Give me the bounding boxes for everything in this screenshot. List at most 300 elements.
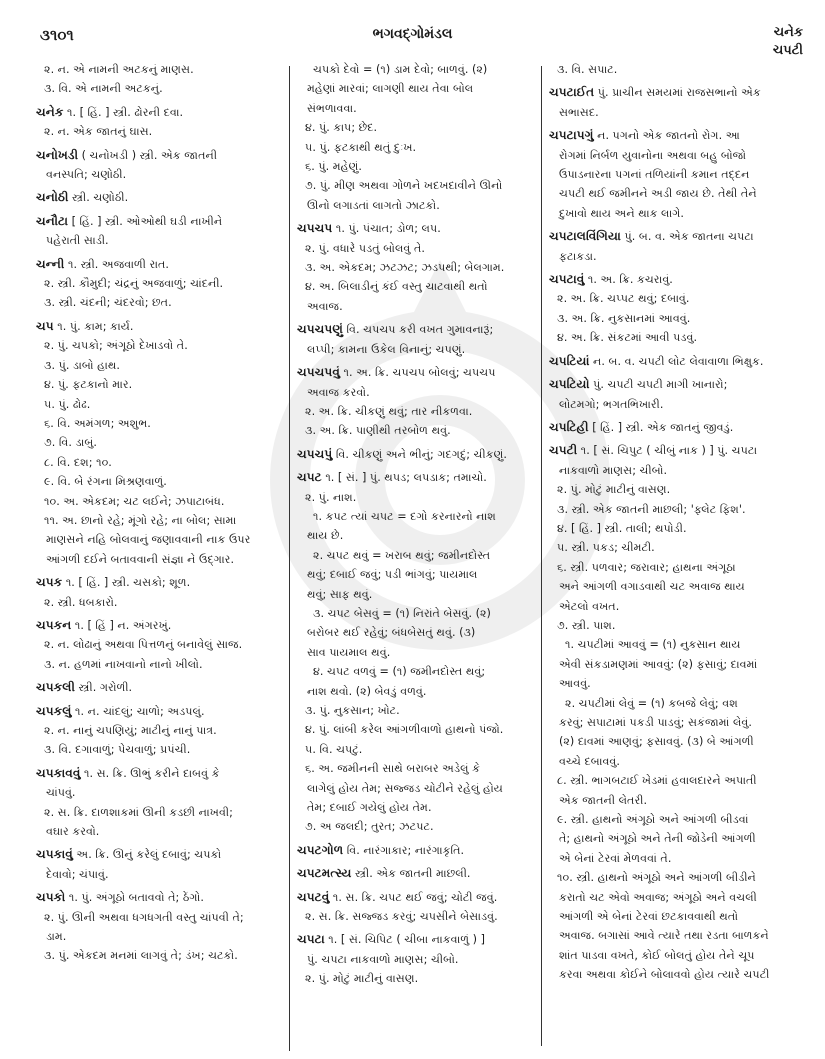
definition-text: ૧. સ્ત્રી. અજવાળી રાત. bbox=[64, 257, 169, 271]
definition-text: ૪. પું. ફટકાનો માર. bbox=[44, 378, 133, 392]
definition-text: ૩. વિ. એ નામની અટકનું. bbox=[44, 82, 163, 96]
continuation-line bbox=[36, 231, 286, 250]
definition-text: ૩. ન. હળમાં નાખવાનો નાનો ખીલો. bbox=[44, 657, 203, 671]
continuation-line bbox=[549, 395, 811, 414]
definition-text: બરોબર થઈ રહેવું; બંધબેસતું થવું. (૩) bbox=[307, 626, 476, 640]
definition-text: ૭. વિ. ડાબું. bbox=[44, 436, 97, 450]
continuation-line bbox=[549, 888, 811, 907]
headword: ચપચપણું bbox=[297, 322, 343, 337]
idiom-line bbox=[549, 635, 811, 654]
sense-line bbox=[549, 500, 811, 519]
definition-text: ૨. ચપટ થવું = ખરાબ થવું; જમીનદોસ્ત bbox=[313, 548, 491, 562]
definition-text: (૨) દાવમાં આણવું; ફસાવવું. (૩) બે આંગળી bbox=[559, 735, 754, 749]
definition-text: કરાતો ચટ એવો અવાજ; અંગૂઠો અને વચલી bbox=[559, 890, 757, 904]
sense-line bbox=[36, 740, 286, 759]
definition-text: ૧. [ હિં. ] સ્ત્રી. ચસકો; શૂળ. bbox=[62, 576, 191, 590]
definition-text: અને આંગળી વગાડવાથી ચટ અવાજ થાય bbox=[559, 580, 745, 594]
sense-line bbox=[549, 868, 811, 887]
sense-line bbox=[549, 810, 811, 829]
sense-line bbox=[36, 395, 286, 414]
idiom-line bbox=[297, 507, 537, 526]
definition-text: વનસ્પતિ; ચણોઠી. bbox=[46, 168, 127, 182]
definition-text: ૩. પું. ડાબો હાથ. bbox=[44, 358, 120, 372]
continuation-line bbox=[297, 99, 537, 118]
book-title: ભગવદ્ગોમંડલ bbox=[372, 26, 453, 42]
definition-text: ૬. સ્ત્રી. પળવાર; જરાવાર; હાથના અંગૂઠા bbox=[557, 560, 736, 574]
definition-text: ૩. પું. નુકસાન; ખોટ. bbox=[305, 704, 400, 717]
sense-line bbox=[36, 336, 286, 355]
definition-text: ૩. વિ. દગાવાળું; પેચવાળું; પ્રપંચી. bbox=[44, 743, 191, 757]
continuation-line bbox=[549, 247, 811, 266]
dictionary-entry bbox=[36, 845, 286, 864]
definition-text: ૧. [ સં. ચિપુટ ( ચીબું નાક ) ] પું. ચપટા bbox=[577, 444, 758, 458]
page-number: ૩૧૦૧ bbox=[40, 26, 74, 44]
definition-text: લપ્પી; કામના ઉકેલ વિનાનું; ચપણું. bbox=[307, 342, 466, 356]
definition-text: ફટાકડા. bbox=[559, 249, 597, 263]
sense-line bbox=[297, 157, 537, 176]
definition-text: ૨. ન. લોઢાનું અથવા પિત્તળનું બનાવેલું સાજ. bbox=[44, 638, 243, 652]
sense-line bbox=[297, 969, 537, 988]
continuation-line bbox=[549, 752, 811, 771]
definition-text: ન. પગનો એક જાતનો રોગ. આ bbox=[593, 129, 740, 143]
sense-line bbox=[549, 519, 811, 538]
continuation-line bbox=[297, 196, 537, 215]
sense-line bbox=[36, 655, 286, 674]
definition-text: ૩. અ. એકદમ; ઝટઝટ; ઝડપથી; બેલગામ. bbox=[305, 261, 505, 275]
definition-text: [ હિં. ] સ્ત્રી. ઓઓથી ઘડી નાખીને bbox=[68, 214, 223, 228]
headword: ચનૌટા bbox=[36, 213, 69, 228]
definition-text: ૧. પું. કામ; કાર્ય. bbox=[53, 319, 134, 333]
sense-line bbox=[36, 492, 286, 511]
definition-text: અવાજ. બગાસાં આવે ત્યારે તથા રડતા બાળકને bbox=[559, 929, 769, 943]
sense-line bbox=[549, 309, 811, 328]
continuation-line bbox=[36, 927, 286, 946]
definition-text: વઘાર કરવો. bbox=[46, 825, 100, 839]
definition-text: ૨. પું. મોટું માટીનું વાસણ. bbox=[305, 972, 419, 986]
definition-text: નાકવાળો માણસ; ચીબો. bbox=[559, 463, 668, 477]
definition-text: ૩. ચપટ બેસવું = (૧) નિરાંતે બેસવું. (૨) bbox=[313, 606, 491, 620]
definition-text: ૩. સ્ત્રી. ચંદની; ચંદરવો; છત. bbox=[44, 296, 172, 310]
definition-text: સાવ પાયમાલ થવું. bbox=[307, 645, 391, 659]
definition-text: ૪. [ હિં. ] સ્ત્રી. તાલી; થપોડી. bbox=[557, 521, 687, 535]
definition-text: ૩. અ. ક્રિ. પાણીથી તરબોળ થવું. bbox=[305, 424, 451, 438]
definition-text: ૨. સ્ત્રી. ધબકારો. bbox=[44, 595, 118, 609]
headword: ચપટા bbox=[297, 932, 325, 947]
guide-word-first: ચનેક bbox=[773, 25, 803, 40]
headword: ચપટી bbox=[549, 443, 578, 458]
headword: ચપચપું bbox=[297, 446, 333, 461]
sense-line bbox=[36, 721, 286, 740]
column-1 bbox=[36, 60, 286, 966]
idiom-line bbox=[297, 604, 537, 623]
page-header bbox=[0, 18, 825, 62]
definition-text: ૯. સ્ત્રી. હાથનો અંગૂઠો અને આંગળી બીડવાં bbox=[557, 813, 749, 827]
continuation-line bbox=[549, 829, 811, 848]
headword: ચપટાલવિંગિયા bbox=[549, 229, 621, 244]
continuation-line bbox=[297, 340, 537, 359]
headword: ચપચપ bbox=[297, 221, 333, 236]
definition-text: ૧. સ. ક્રિ. ચપટ થઈ જવું; ચોટી જવું. bbox=[329, 890, 498, 904]
continuation-line bbox=[549, 655, 811, 674]
continuation-line bbox=[549, 103, 811, 122]
definition-text: પહેરાતી સાડી. bbox=[46, 234, 109, 248]
dictionary-entry bbox=[549, 441, 811, 460]
definition-text: દુખાવો થાય અને થાક લાગે. bbox=[559, 206, 684, 220]
continuation-line bbox=[36, 865, 286, 884]
continuation-line bbox=[297, 682, 537, 701]
sense-line bbox=[297, 740, 537, 759]
definition-text: સંભળાવવા. bbox=[307, 101, 357, 115]
headword: ચપકલું bbox=[36, 703, 72, 718]
column-divider bbox=[541, 66, 542, 1046]
definition-text: લોટમગો; ભગતભિખારી. bbox=[559, 397, 664, 411]
definition-text: એવી સંકડામણમાં આવવું: (૨) ફસાવું; દાવમાં bbox=[559, 657, 758, 671]
continuation-line bbox=[549, 907, 811, 926]
headword: ચપટમત્સ્ય bbox=[297, 866, 352, 881]
definition-text: ઊનો લગાડતાં લાગતો ઝાટકો. bbox=[307, 198, 440, 212]
definition-text: વિ. ચપચપ કરી વખત ગુમાવનારૂં; bbox=[342, 323, 494, 337]
sense-line bbox=[36, 274, 286, 293]
definition-text: ૨. પું. ચપકો; અંગૂઠો દેખાડવો તે. bbox=[44, 339, 188, 353]
sense-line bbox=[36, 79, 286, 98]
definition-text: ૪. ચપટ વળવું = (૧) જમીનદોસ્ત થવું; bbox=[313, 665, 486, 679]
definition-text: ૧. [ સં. ] પું. થપડ; લપડાક; તમાચો. bbox=[321, 471, 487, 485]
definition-text: ૧. કપટ ત્યાં ચપટ = દગો કરનારનો નાશ bbox=[313, 509, 496, 523]
definition-text: ૧. અ. ક્રિ. ચપચપ બોલવું; ચપચપ bbox=[339, 366, 496, 380]
definition-text: પું. ચપટી ચપટી માગી ખાનારો; bbox=[589, 378, 728, 392]
column-3 bbox=[549, 60, 811, 985]
headword: ચપટિહી bbox=[549, 419, 589, 434]
definition-text: થાય છે. bbox=[307, 529, 344, 543]
sense-line bbox=[36, 908, 286, 927]
definition-text: ૧૦. અ. એકદમ; ચટ લઈને; ઝપાટાબંધ. bbox=[44, 494, 225, 508]
continuation-line bbox=[36, 783, 286, 802]
continuation-line bbox=[549, 849, 811, 868]
continuation-line bbox=[549, 184, 811, 203]
headword: ચપચપવું bbox=[297, 365, 340, 380]
continuation-line bbox=[549, 791, 811, 810]
dictionary-entry bbox=[297, 219, 537, 238]
continuation-line bbox=[297, 643, 537, 662]
sense-line bbox=[36, 453, 286, 472]
definition-text: ૪. અ. ક્રિ. સંકટમાં આવી પડવું. bbox=[557, 331, 698, 345]
continuation-line bbox=[297, 383, 537, 402]
definition-text: ૪. અ. બિલાડીનું કંઈ વસ્તુ ચાટવાથી થતો bbox=[305, 280, 488, 294]
definition-text: ૮. વિ. દશ; ૧૦. bbox=[44, 455, 112, 469]
definition-text: તેમ; દબાઈ ગયેલું હોય તેમ. bbox=[307, 801, 432, 815]
headword: ચપકો bbox=[36, 890, 66, 905]
continuation-line bbox=[36, 550, 286, 569]
headword: ચપટ bbox=[297, 470, 322, 485]
definition-text: ૧૧. અ. છાનો રહે; મૂંગો રહે; ના બોલ; સામા bbox=[44, 513, 237, 527]
definition-text: શાંત પાડવા વખતે, કોઈ બોલતું હોય તેને ચૂપ bbox=[559, 948, 755, 962]
definition-text: એક જાતની લેતરી. bbox=[559, 793, 648, 807]
idiom-line bbox=[549, 694, 811, 713]
definition-text: ૭. અ જલદી; તુરત; ઝટપટ. bbox=[305, 820, 434, 834]
continuation-line bbox=[549, 674, 811, 693]
headword: ચનેક bbox=[36, 104, 64, 119]
headword: ચપટિયાં bbox=[549, 353, 590, 368]
definition-text: ઉપાડનારના પગનાં તળિયાંની કમાન તદ્દન bbox=[559, 168, 750, 182]
definition-text: માણસને નહિ બોલવાનું જણાવવાની નાક ઉપર bbox=[46, 533, 251, 547]
headword: ચન્ની bbox=[36, 256, 65, 271]
continuation-line bbox=[549, 146, 811, 165]
definition-text: થવું; દબાઈ જવું; પડી ભાંગવું; પાયમાલ bbox=[307, 568, 478, 582]
definition-text: ૨. પું. વધારે પડતું બોલવું તે. bbox=[305, 241, 425, 255]
sense-line bbox=[36, 293, 286, 312]
continuation-line bbox=[297, 565, 537, 584]
continuation-line bbox=[36, 530, 286, 549]
definition-text: અ. ક્રિ. ઊનું કરેલું દબાવું; ચપકો bbox=[72, 848, 222, 862]
dictionary-entry bbox=[36, 103, 286, 122]
continuation-line bbox=[549, 204, 811, 223]
sense-line bbox=[297, 907, 537, 926]
sense-line bbox=[549, 60, 811, 79]
headword: ચપટાવું bbox=[549, 272, 585, 287]
definition-text: વિ. ચીકણું અને ભીનું; ગદગદું; ચીકણું. bbox=[332, 447, 507, 461]
continuation-line bbox=[549, 946, 811, 965]
headword: ચપટગોળ bbox=[297, 842, 344, 857]
sense-line bbox=[297, 258, 537, 277]
definition-text: અવાજ કરવો. bbox=[307, 385, 370, 399]
headword: ચપ bbox=[36, 318, 54, 333]
definition-text: ૨. સ. ક્રિ. દાળશાકમાં ઊની કડછી નાખવી; bbox=[44, 805, 233, 819]
sense-line bbox=[36, 593, 286, 612]
definition-text: સ્ત્રી. ચણોઠી. bbox=[68, 191, 129, 205]
dictionary-entry bbox=[297, 841, 537, 860]
guide-word-last: ચપટી bbox=[772, 43, 803, 58]
definition-text: ચાંપવું. bbox=[46, 786, 76, 800]
definition-text: ૩. સ્ત્રી. એક જાતની માછલી; 'ફ્લેટ ફિશ'. bbox=[557, 502, 746, 516]
continuation-line bbox=[297, 526, 537, 545]
sense-line bbox=[36, 433, 286, 452]
definition-text: ૨. સ. ક્રિ. સજ્જડ કરવું; ચપસીને બેસાડવું. bbox=[305, 910, 498, 924]
dictionary-entry bbox=[36, 255, 286, 274]
continuation-line bbox=[549, 461, 811, 480]
definition-text: ચપકો દેવો = (૧) ડામ દેવો; બાળવું. (૨) bbox=[313, 63, 488, 76]
dictionary-entry bbox=[36, 146, 286, 165]
definition-text: ૨. ન. એ નામની અટકનું માણસ. bbox=[44, 63, 194, 76]
sense-line bbox=[549, 558, 811, 577]
dictionary-entry bbox=[297, 445, 537, 464]
dictionary-columns bbox=[0, 60, 825, 1050]
dictionary-entry bbox=[549, 418, 811, 437]
headword: ચપકાવું bbox=[36, 847, 73, 862]
definition-text: દેવાવો; ચંપાવું. bbox=[46, 867, 109, 881]
definition-text: ૧. પું. અંગૂઠો બતાવવો તે; ઠેંગો. bbox=[65, 891, 204, 905]
definition-text: મહેણાં મારવાં; લાગણી થાય તેવા બોલ bbox=[307, 82, 474, 96]
headword: ચપટિયો bbox=[549, 377, 590, 392]
definition-text: અવાજ. bbox=[307, 299, 343, 313]
idiom-line bbox=[297, 60, 537, 79]
definition-text: ૨. પું. નાશ. bbox=[305, 490, 357, 504]
definition-text: કરવા અથવા કોઈને બોલાવવો હોય ત્યારે ચપટી bbox=[559, 968, 770, 982]
definition-text: થવું; સાફ થવું. bbox=[307, 587, 373, 601]
sense-line bbox=[549, 616, 811, 635]
definition-text: ૭. પું. મીણ અથવા ગોળને ખદખદાવીને ઊનો bbox=[305, 179, 503, 193]
sense-line bbox=[36, 511, 286, 530]
dictionary-entry bbox=[549, 352, 811, 371]
definition-text: નાશ થવો. (૨) બેવડું વળવું. bbox=[307, 684, 427, 698]
guide-words bbox=[773, 24, 803, 60]
headword: ચપટાપગું bbox=[549, 128, 594, 143]
continuation-line bbox=[549, 577, 811, 596]
definition-text: લાગેલું હોય તેમ; સજ્જડ ચોટીને રહેલું હોય bbox=[307, 781, 503, 795]
sense-line bbox=[297, 118, 537, 137]
definition-text: ૧. [ હિં ] ન. અંગરખું. bbox=[71, 618, 172, 632]
dictionary-entry bbox=[297, 930, 537, 949]
sense-line bbox=[36, 356, 286, 375]
definition-text: ૨. ચપટીમાં લેવું = (૧) કબજે લેવું; વશ bbox=[565, 696, 738, 710]
definition-text: ૮. સ્ત્રી. ભાગબટાઈ ખેડમાં હવાલદારને અપાતી bbox=[557, 774, 757, 788]
definition-text: આંગળી દઈને બતાવવાની સંજ્ઞા ને ઉદ્ગાર. bbox=[46, 552, 235, 566]
continuation-line bbox=[297, 79, 537, 98]
continuation-line bbox=[36, 165, 286, 184]
sense-line bbox=[297, 239, 537, 258]
definition-text: ડામ. bbox=[46, 930, 67, 944]
sense-line bbox=[549, 771, 811, 790]
dictionary-entry bbox=[36, 888, 286, 907]
headword: ચનોખડી bbox=[36, 147, 79, 162]
sense-line bbox=[297, 488, 537, 507]
headword: ચપકન bbox=[36, 617, 72, 632]
column-divider bbox=[289, 66, 290, 1051]
sense-line bbox=[36, 472, 286, 491]
definition-text: ૧. અ. ક્રિ. કચરાવું. bbox=[584, 273, 673, 287]
definition-text: ૬. અ. જમીનની સાથે બરાબર અડેલું કે bbox=[305, 762, 481, 776]
continuation-line bbox=[549, 713, 811, 732]
continuation-line bbox=[297, 623, 537, 642]
headword: ચનોઠી bbox=[36, 190, 69, 205]
definition-text: પું. ચપટા નાકવાળો માણસ; ચીબો. bbox=[307, 952, 459, 966]
definition-text: ૪. પું. લાંબી કરેલ આંગળીવાળો હાથનો પંજો. bbox=[305, 723, 504, 737]
definition-text: આંગળી એ બેનાં ટેરવાં છટકાવવાથી થતો bbox=[559, 910, 739, 924]
definition-text: ૫. વિ. ચપટું. bbox=[305, 742, 363, 756]
dictionary-entry bbox=[36, 702, 286, 721]
headword: ચપક bbox=[36, 575, 63, 590]
sense-line bbox=[36, 414, 286, 433]
dictionary-entry bbox=[549, 270, 811, 289]
idiom-line bbox=[297, 546, 537, 565]
sense-line bbox=[36, 375, 286, 394]
continuation-line bbox=[549, 597, 811, 616]
definition-text: કરવું; સપાટામાં પકડી પાડવું; સકંજામાં લેવું. bbox=[559, 716, 752, 729]
sense-line bbox=[36, 635, 286, 654]
headword: ચપકાવવું bbox=[36, 765, 81, 780]
definition-text: ૪. પું. કાપ; છેદ. bbox=[305, 121, 378, 135]
definition-text: ૨. પું. મોટું માટીનું વાસણ. bbox=[557, 483, 671, 497]
continuation-line bbox=[297, 779, 537, 798]
definition-text: ૨. અ. ક્રિ. ચપ્પટ થવું; દબાવું. bbox=[557, 292, 690, 306]
definition-text: ૫. સ્ત્રી. પકડ; ચીમટી. bbox=[557, 541, 655, 555]
sense-line bbox=[297, 720, 537, 739]
sense-line bbox=[297, 759, 537, 778]
dictionary-entry bbox=[549, 227, 811, 246]
definition-text: પું. બ. વ. એક જાતના ચપટા bbox=[620, 230, 754, 244]
definition-text: ન. બ. વ. ચપટી લોટ લેવાવાળા ભિક્ષુક. bbox=[589, 354, 764, 368]
definition-text: ૬. પું. મહેણું. bbox=[305, 160, 362, 174]
definition-text: એ બેનાં ટેરવાં મેળવવાં તે. bbox=[559, 851, 672, 865]
definition-text: રોગમાં નિર્બળ યુવાનોના અથવા બહુ બોજો bbox=[559, 148, 747, 162]
headword: ચપકલી bbox=[36, 680, 75, 695]
definition-text: ૧. સ. ક્રિ. ઊભું કરીને દાબવું કે bbox=[80, 766, 220, 780]
continuation-line bbox=[297, 297, 537, 316]
sense-line bbox=[549, 289, 811, 308]
dictionary-entry bbox=[297, 864, 537, 883]
dictionary-entry bbox=[297, 468, 537, 487]
sense-line bbox=[297, 138, 537, 157]
sense-line bbox=[549, 480, 811, 499]
dictionary-entry bbox=[36, 212, 286, 231]
sense-line bbox=[297, 421, 537, 440]
sense-line bbox=[36, 946, 286, 965]
definition-text: સ્ત્રી. ગરોળી. bbox=[74, 681, 133, 695]
definition-text: ૭. સ્ત્રી. પાશ. bbox=[557, 618, 616, 632]
definition-text: ૩. અ. ક્રિ. નુકસાનમાં આવવું. bbox=[557, 311, 691, 325]
sense-line bbox=[297, 402, 537, 421]
definition-text: ૨. સ્ત્રી. કૌમુદી; ચંદ્રનું અજવાળું; ચાંદની. bbox=[44, 277, 224, 291]
definition-text: ૨. પું. ઊની અથવા ધગધગતી વસ્તુ ચાંપવી તે; bbox=[44, 910, 244, 924]
definition-text: ૩. પું. એકદમ મનમાં લાગવું તે; ડંખ; ચટકો. bbox=[44, 949, 238, 963]
sense-line bbox=[297, 176, 537, 195]
continuation-line bbox=[549, 926, 811, 945]
definition-text: ૧૦. સ્ત્રી. હાથનો અંગૂઠો અને આંગળી બીડીને bbox=[557, 871, 756, 885]
sense-line bbox=[36, 60, 286, 79]
definition-text: આવવું. bbox=[559, 677, 591, 691]
continuation-line bbox=[297, 585, 537, 604]
sense-line bbox=[549, 328, 811, 347]
definition-text: ૧. પું. પંચાત; ડોળ; લપ. bbox=[332, 222, 441, 236]
dictionary-entry bbox=[36, 678, 286, 697]
dictionary-entry bbox=[36, 573, 286, 592]
definition-text: ( ચનોખડી ) સ્ત્રી. એક જાતની bbox=[78, 148, 218, 162]
definition-text: ૫. પું. ઢોઢ. bbox=[44, 397, 91, 411]
continuation-line bbox=[36, 822, 286, 841]
dictionary-entry bbox=[297, 363, 537, 382]
definition-text: ૯. વિ. બે રંગના મિશ્રણવાળું. bbox=[44, 475, 167, 489]
definition-text: ૧. [ સં. ચિપિટ ( ચીબા નાકવાળું ) ] bbox=[324, 933, 485, 947]
definition-text: તે; હાથનો અંગૂઠો અને તેની જોડેની આંગળી bbox=[559, 832, 756, 846]
dictionary-entry bbox=[36, 764, 286, 783]
sense-line bbox=[297, 701, 537, 720]
definition-text: ૬. વિ. અમંગળ; અશુભ. bbox=[44, 416, 151, 430]
definition-text: વચ્ચે દબાવવું. bbox=[559, 754, 620, 768]
definition-text: ૩. વિ. સપાટ. bbox=[557, 63, 618, 76]
definition-text: ૫. પું. ફટકાથી થતું દુઃખ. bbox=[305, 140, 417, 154]
sense-line bbox=[36, 803, 286, 822]
continuation-line bbox=[549, 732, 811, 751]
continuation-line bbox=[549, 965, 811, 984]
dictionary-entry bbox=[36, 317, 286, 336]
headword: ચપટવું bbox=[297, 889, 330, 904]
sense-line bbox=[549, 538, 811, 557]
sense-line bbox=[297, 817, 537, 836]
continuation-line bbox=[297, 950, 537, 969]
dictionary-entry bbox=[297, 888, 537, 907]
definition-text: એટલો વખત. bbox=[559, 599, 620, 613]
dictionary-entry bbox=[549, 126, 811, 145]
definition-text: વિ. નારંગાકાર; નારંગાકૃતિ. bbox=[343, 843, 465, 857]
definition-text: ૧. ચપટીમાં આવવું = (૧) નુકસાન થાય bbox=[565, 638, 741, 652]
definition-text: ૧. ન. ચાંદલું; ચાળો; અડપલું. bbox=[71, 704, 205, 718]
definition-text: ૧. [ હિં. ] સ્ત્રી. ઢોરની દવા. bbox=[63, 105, 184, 119]
column-2 bbox=[297, 60, 537, 989]
definition-text: પું. પ્રાચીન સમયમાં રાજસભાનો એક bbox=[594, 86, 761, 100]
definition-text: [ હિં. ] સ્ત્રી. એક જાતનું જીવડું. bbox=[588, 420, 734, 434]
dictionary-entry bbox=[549, 83, 811, 102]
continuation-line bbox=[297, 798, 537, 817]
definition-text: ૨. ન. નાનું ચપણિયું; માટીનું નાનું પાત્ર. bbox=[44, 724, 217, 737]
